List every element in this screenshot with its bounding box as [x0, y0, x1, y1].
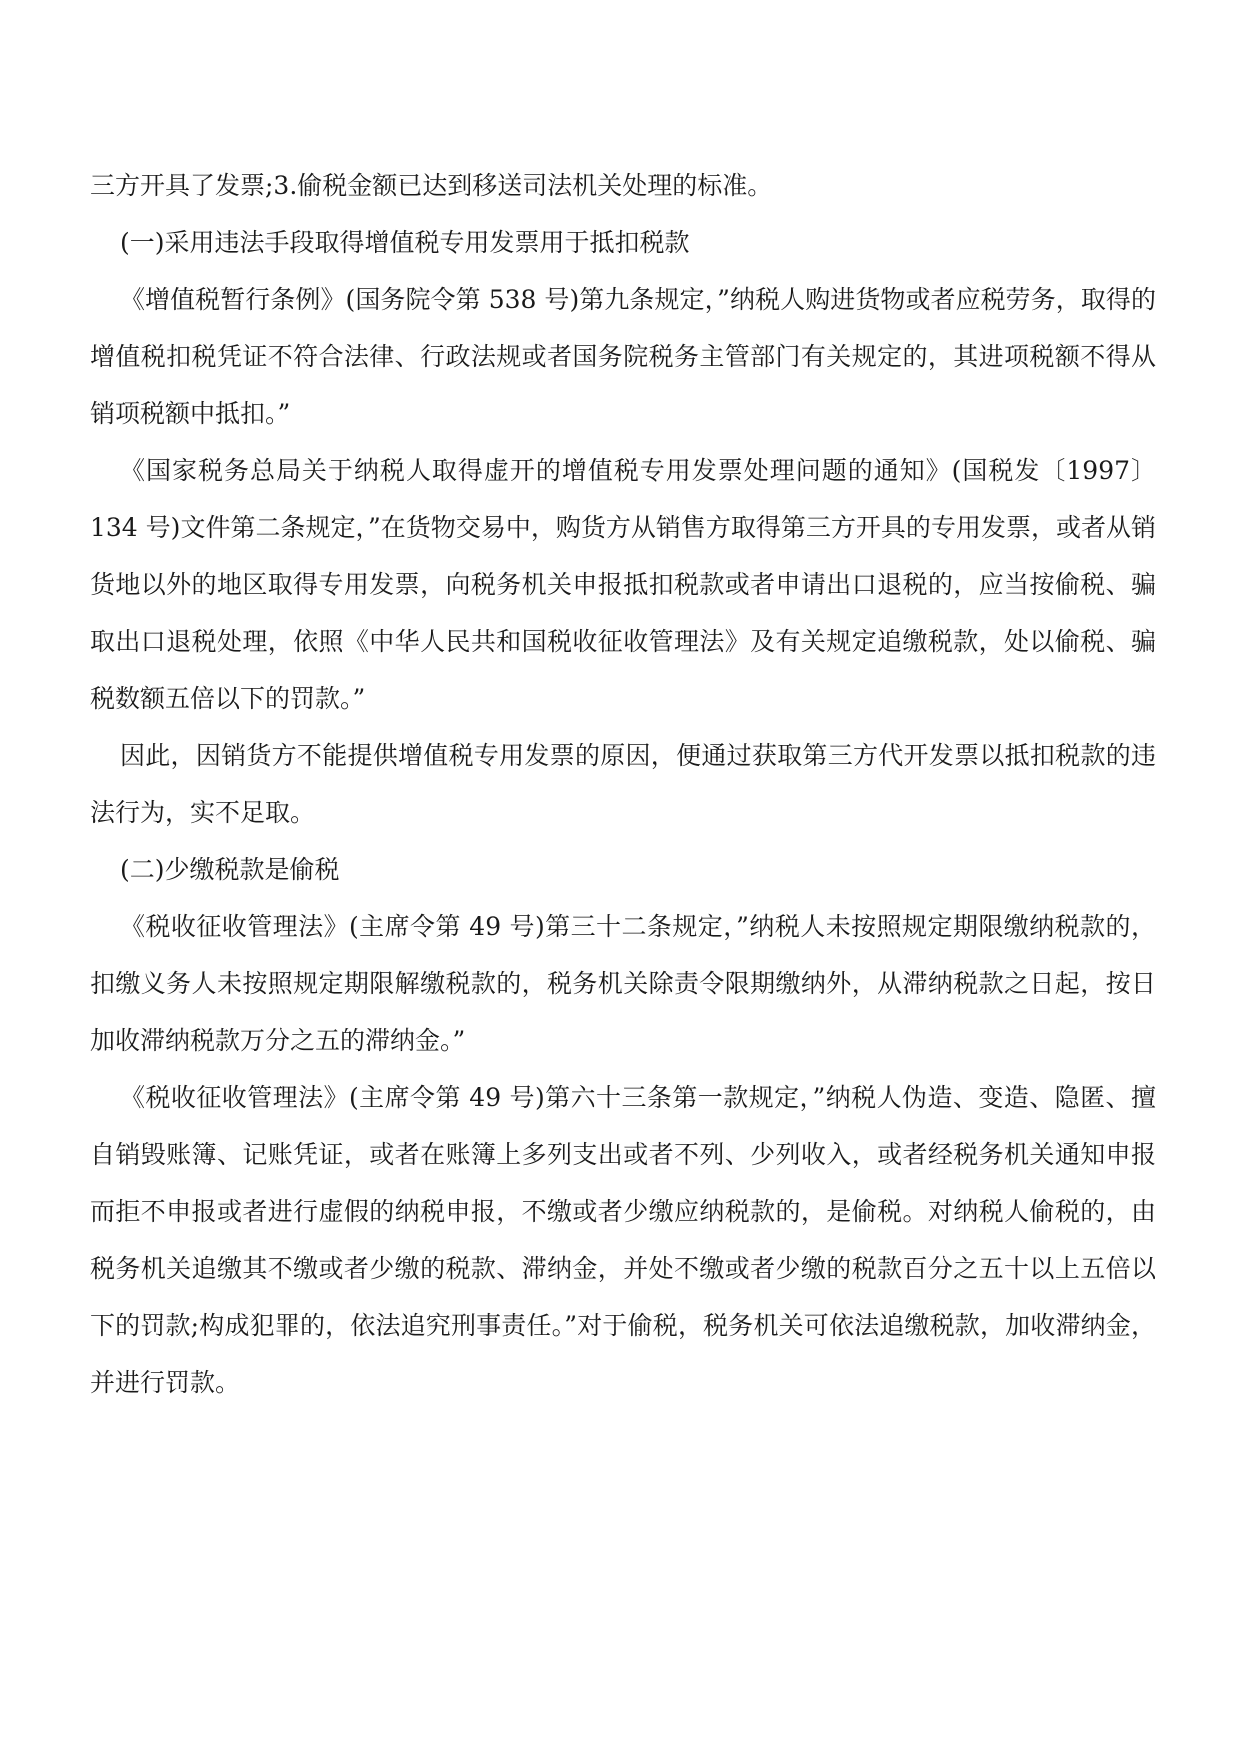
- paragraph-late-payment: 《税收征收管理法》(主席令第 49 号)第三十二条规定，”纳税人未按照规定期限缴纳税款的，扣缴义务人未按照规定期限解缴税款的，税务机关除责令限期缴纳外，从滞纳税款之日起，按日加收滞纳税款万分之五的滞纳金。”: [90, 912, 1156, 1055]
- paragraph-vat-regulation: 《增值税暂行条例》(国务院令第 538 号)第九条规定，”纳税人购进货物或者应税劳务，取得的增值税扣税凭证不符合法律、行政法规或者国务院税务主管部门有关规定的，其进项税额不得从销项税额中抵扣。”: [90, 285, 1156, 428]
- section-heading-1: (一)采用违法手段取得增值税专用发票用于抵扣税款: [120, 228, 690, 257]
- paragraph-continuation: 三方开具了发票;3.偷税金额已达到移送司法机关处理的标准。: [90, 171, 773, 200]
- section-heading-2: (二)少缴税款是偷税: [120, 855, 340, 884]
- paragraph-tax-evasion: 《税收征收管理法》(主席令第 49 号)第六十三条第一款规定，”纳税人伪造、变造、隐匿、擅自销毁账簿、记账凭证，或者在账簿上多列支出或者不列、少列收入，或者经税务机关通知申报而拒不申报或者进行虚假的纳税申报，不缴或者少缴应纳税款的，是偷税。对纳税人偷税的，由税务机关追缴其不缴或者少缴的税款、滞纳金，并处不缴或者少缴的税款百分之五十以上五倍以下的罚款;构成犯罪的，依法追究刑事责任。”对于偷税，税务机关可依法追缴税款，加收滞纳金，并进行罚款。: [90, 1083, 1156, 1397]
- paragraph-conclusion: 因此，因销货方不能提供增值税专用发票的原因，便通过获取第三方代开发票以抵扣税款的违法行为，实不足取。: [90, 741, 1156, 827]
- paragraph-tax-notice: 《国家税务总局关于纳税人取得虚开的增值税专用发票处理问题的通知》(国税发〔1997〕134 号)文件第二条规定，”在货物交易中，购货方从销售方取得第三方开具的专用发票，或者从销货地以外的地区取得专用发票，向税务机关申报抵扣税款或者申请出口退税的，应当按偷税、骗取出口退税处理，依照《中华人民共和国税收征收管理法》及有关规定追缴税款，处以偷税、骗税数额五倍以下的罚款。”: [90, 456, 1156, 713]
- document-body: [90, 157, 1156, 1411]
